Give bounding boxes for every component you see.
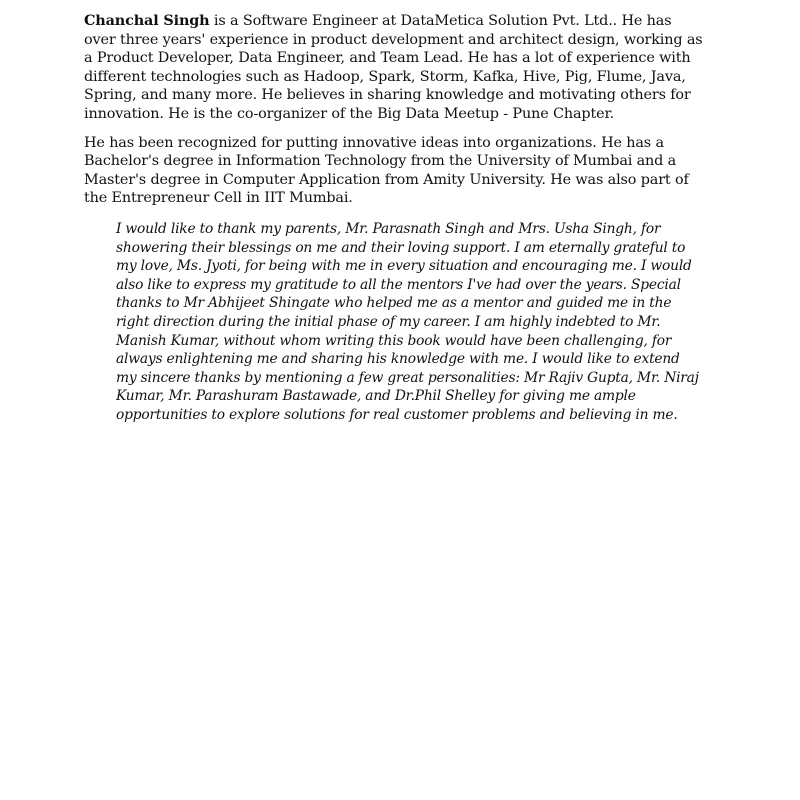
author-name: Chanchal Singh (84, 12, 210, 29)
bio-paragraph-1-text: is a Software Engineer at DataMetica Solution Pvt. Ltd.. He has over three years' experience in product development and architect design, working as a Product Developer, Data Engineer, and Team Lead. He has a lot of experience with different technologies such as Hadoop, Spark, Storm, Kafka, Hive, Pig, Flume, Java, Spring, and many more. He believes in sharing knowledge and motivating others for innovation. He is the co-organizer of the Big Data Meetup - Pune Chapter. (84, 13, 703, 122)
bio-paragraph-1 (84, 12, 704, 124)
author-bio-page (84, 12, 704, 424)
bio-paragraph-2: He has been recognized for putting innovative ideas into organizations. He has a Bachelor's degree in Information Technology from the University of Mumbai and a Master's degree in Computer Application from Amity University. He was also part of the Entrepreneur Cell in IIT Mumbai. (84, 134, 689, 207)
acknowledgement-paragraph: I would like to thank my parents, Mr. Parasnath Singh and Mrs. Usha Singh, for showering their blessings on me and their loving support. I am eternally grateful to my love, Ms. Jyoti, for being with me in every situation and encouraging me. I would also like to express my gratitude to all the mentors I've had over the years. Special thanks to Mr Abhijeet Shingate who helped me as a mentor and guided me in the right direction during the initial phase of my career. I am highly indebted to Mr. Manish Kumar, without whom writing this book would have been challenging, for always enlightening me and sharing his knowledge with me. I would like to extend my sincere thanks by mentioning a few great personalities: Mr Rajiv Gupta, Mr. Niraj Kumar, Mr. Parashuram Bastawade, and Dr.Phil Shelley for giving me ample opportunities to explore solutions for real customer problems and believing in me. (116, 220, 699, 423)
